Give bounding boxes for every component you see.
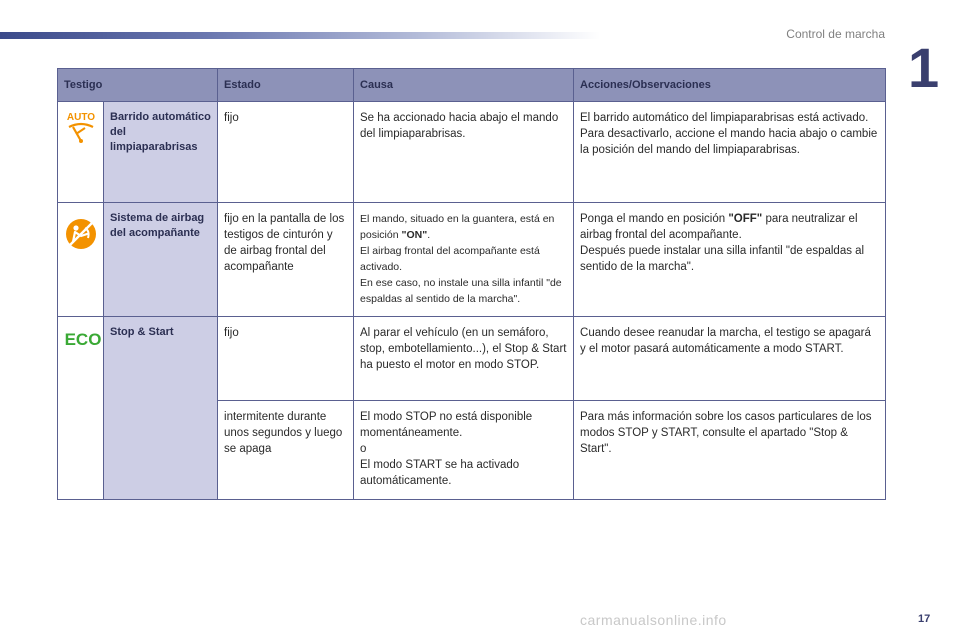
table-row [58, 102, 886, 203]
action-text: Ponga el mando en posición [580, 213, 729, 225]
indicator-name: Barrido automático del limpiaparabrisas [104, 102, 218, 203]
cause-text: . El airbag frontal del acompañante está activado. En ese caso, no instale una silla infantil "de espaldas al sentido de la marcha". [360, 229, 562, 305]
icon-cell [58, 102, 104, 203]
indicator-action [574, 203, 886, 317]
indicator-state: intermitente durante unos segundos y luego se apaga [218, 401, 354, 500]
watermark: carmanualsonline.info [580, 612, 727, 628]
icon-cell [58, 317, 104, 500]
indicator-cause: Al parar el vehículo (en un semáforo, stop, embotellamiento...), el Stop & Start ha puesto el motor en modo STOP. [354, 317, 574, 401]
auto-label: AUTO [66, 112, 96, 123]
eco-label: ECO [64, 330, 102, 349]
indicator-action: El barrido automático del limpiaparabrisas está activado. Para desactivarlo, accione el mando hacia abajo o cambie la posición del mando del limpiaparabrisas. [574, 102, 886, 203]
table-row [58, 317, 886, 401]
page-number: 17 [918, 613, 931, 625]
indicator-cause [354, 203, 574, 317]
cause-on-label: "ON" [401, 229, 428, 241]
indicator-table [57, 68, 886, 500]
column-header-causa: Causa [354, 69, 574, 102]
section-title: Control de marcha [786, 27, 885, 41]
action-off-label: "OFF" [728, 213, 763, 225]
indicator-name: Stop & Start [104, 317, 218, 500]
action-text: para neutralizar el airbag frontal del acompañante. Después puede instalar una silla infantil "de espaldas al sentido de la marcha". [580, 213, 865, 273]
cause-text: El mando, situado en la guantera, está en posición [360, 213, 555, 241]
indicator-cause: El modo STOP no está disponible momentáneamente. o El modo START se ha activado automáticamente. [354, 401, 574, 500]
indicator-action: Para más información sobre los casos particulares de los modos STOP y START, consulte el apartado "Stop & Start". [574, 401, 886, 500]
indicator-state: fijo [218, 317, 354, 401]
auto-wiper-icon [64, 110, 98, 151]
eco-icon [64, 325, 102, 354]
indicator-cause: Se ha accionado hacia abajo el mando del limpiaparabrisas. [354, 102, 574, 203]
table-header-row [58, 69, 886, 102]
column-header-acciones: Acciones/Observaciones [574, 69, 886, 102]
indicator-state: fijo [218, 102, 354, 203]
icon-cell [58, 203, 104, 317]
column-header-testigo: Testigo [58, 69, 218, 102]
header-gradient-bar [0, 32, 600, 39]
column-header-estado: Estado [218, 69, 354, 102]
indicator-state: fijo en la pantalla de los testigos de cinturón y de airbag frontal del acompañante [218, 203, 354, 317]
indicator-name: Sistema de airbag del acompañante [104, 203, 218, 317]
table-row [58, 203, 886, 317]
passenger-airbag-off-icon [64, 211, 98, 256]
chapter-number: 1 [908, 36, 940, 99]
indicator-action: Cuando desee reanudar la marcha, el testigo se apagará y el motor pasará automáticamente a modo START. [574, 317, 886, 401]
